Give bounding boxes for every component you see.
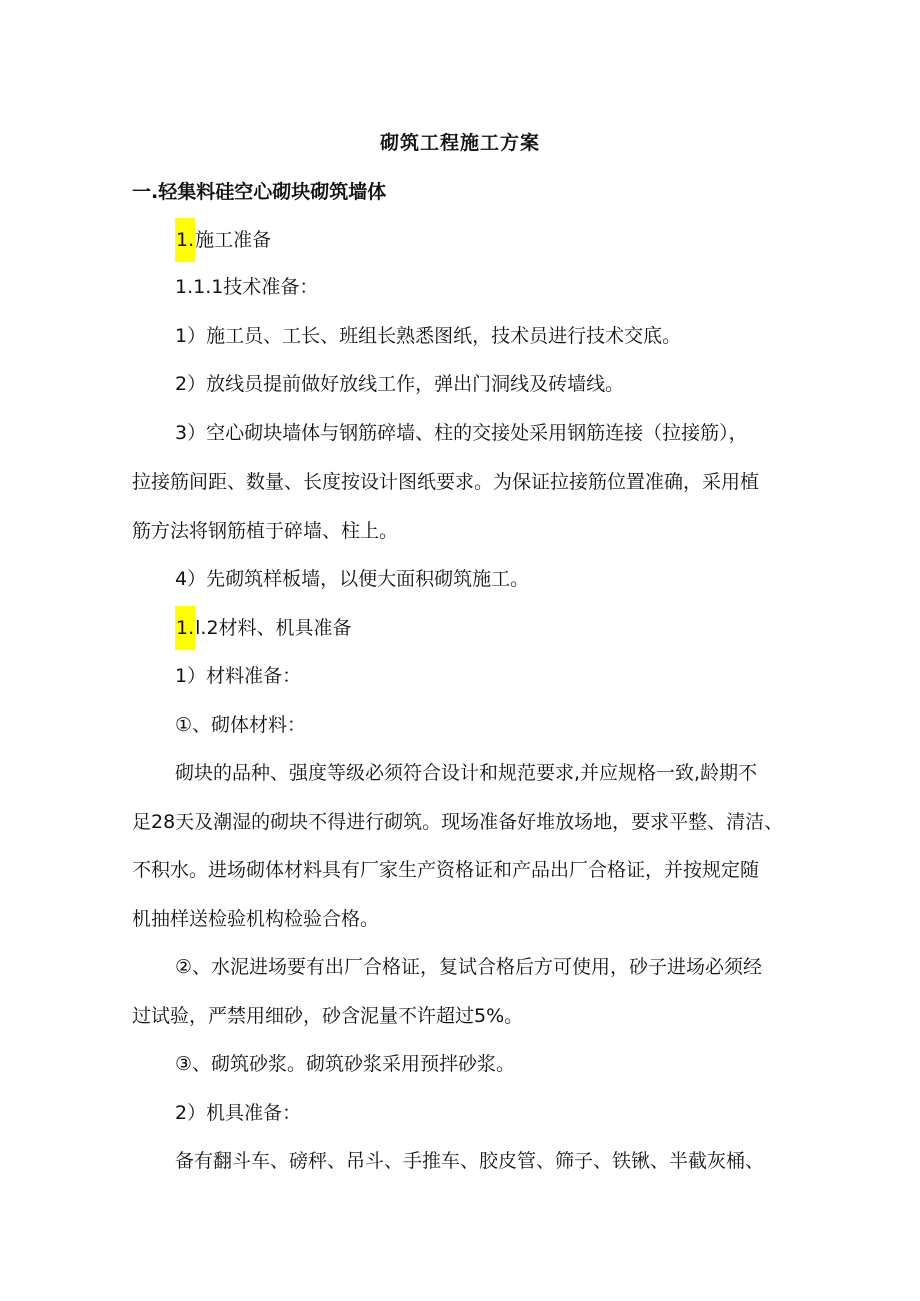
paragraph-line: 筋方法将钢筋植于碎墙、柱上。 [132, 520, 399, 542]
paragraph: 4）先砌筑样板墙，以便大面积砌筑施工。 [175, 568, 530, 590]
paragraph: 2）放线员提前做好放线工作，弹出门洞线及砖墙线。 [175, 373, 625, 395]
heading-text: l.2材料、机具准备 [195, 617, 352, 639]
paragraph-line: 机抽样送检验机构检验合格。 [132, 908, 380, 930]
paragraph: 1）材料准备： [175, 665, 302, 687]
paragraph-line: 不积水。进场砌体材料具有厂家生产资格证和产品出厂合格证，并按规定随 [132, 859, 760, 881]
paragraph-line: 足28天及潮湿的砌块不得进行砌筑。现场准备好堆放场地，要求平整、清洁、 [132, 811, 784, 833]
paragraph-line: 拉接筋间距、数量、长度按设计图纸要求。为保证拉接筋位置准确，采用植 [132, 471, 760, 493]
highlight-mark: 1. [175, 606, 195, 650]
paragraph-line: ②、水泥进场要有出厂合格证，复试合格后方可使用，砂子进场必须经 [175, 956, 763, 978]
paragraph: 1）施工员、工长、班组长熟悉图纸，技术员进行技术交底。 [175, 325, 682, 347]
highlight-mark: 1. [175, 218, 195, 262]
heading-construction-prep [175, 226, 271, 262]
subheading-materials-prep [175, 614, 352, 650]
paragraph: ①、砌体材料： [175, 714, 307, 736]
heading-text: 施工准备 [195, 229, 272, 251]
paragraph-line: 3）空心砌块墙体与钢筋碎墙、柱的交接处采用钢筋连接（拉接筋）， [175, 422, 748, 444]
paragraph: ③、砌筑砂浆。砌筑砂浆采用预拌砂浆。 [175, 1053, 516, 1075]
subheading-tech-prep: 1.1.1技术准备： [175, 276, 319, 298]
paragraph-line: 砌块的品种、强度等级必须符合设计和规范要求,并应规格一致,龄期不 [175, 762, 758, 784]
paragraph-line: 备有翻斗车、磅秤、吊斗、手推车、胶皮管、筛子、铁锹、半截灰桶、 [175, 1150, 765, 1172]
document-title: 砌筑工程施工方案 [379, 132, 540, 154]
section-heading: 一.轻集料硅空心砌块砌筑墙体 [132, 181, 387, 203]
paragraph-line: 过试验，严禁用细砂，砂含泥量不许超过5%。 [132, 1005, 524, 1027]
paragraph: 2）机具准备： [175, 1102, 302, 1124]
